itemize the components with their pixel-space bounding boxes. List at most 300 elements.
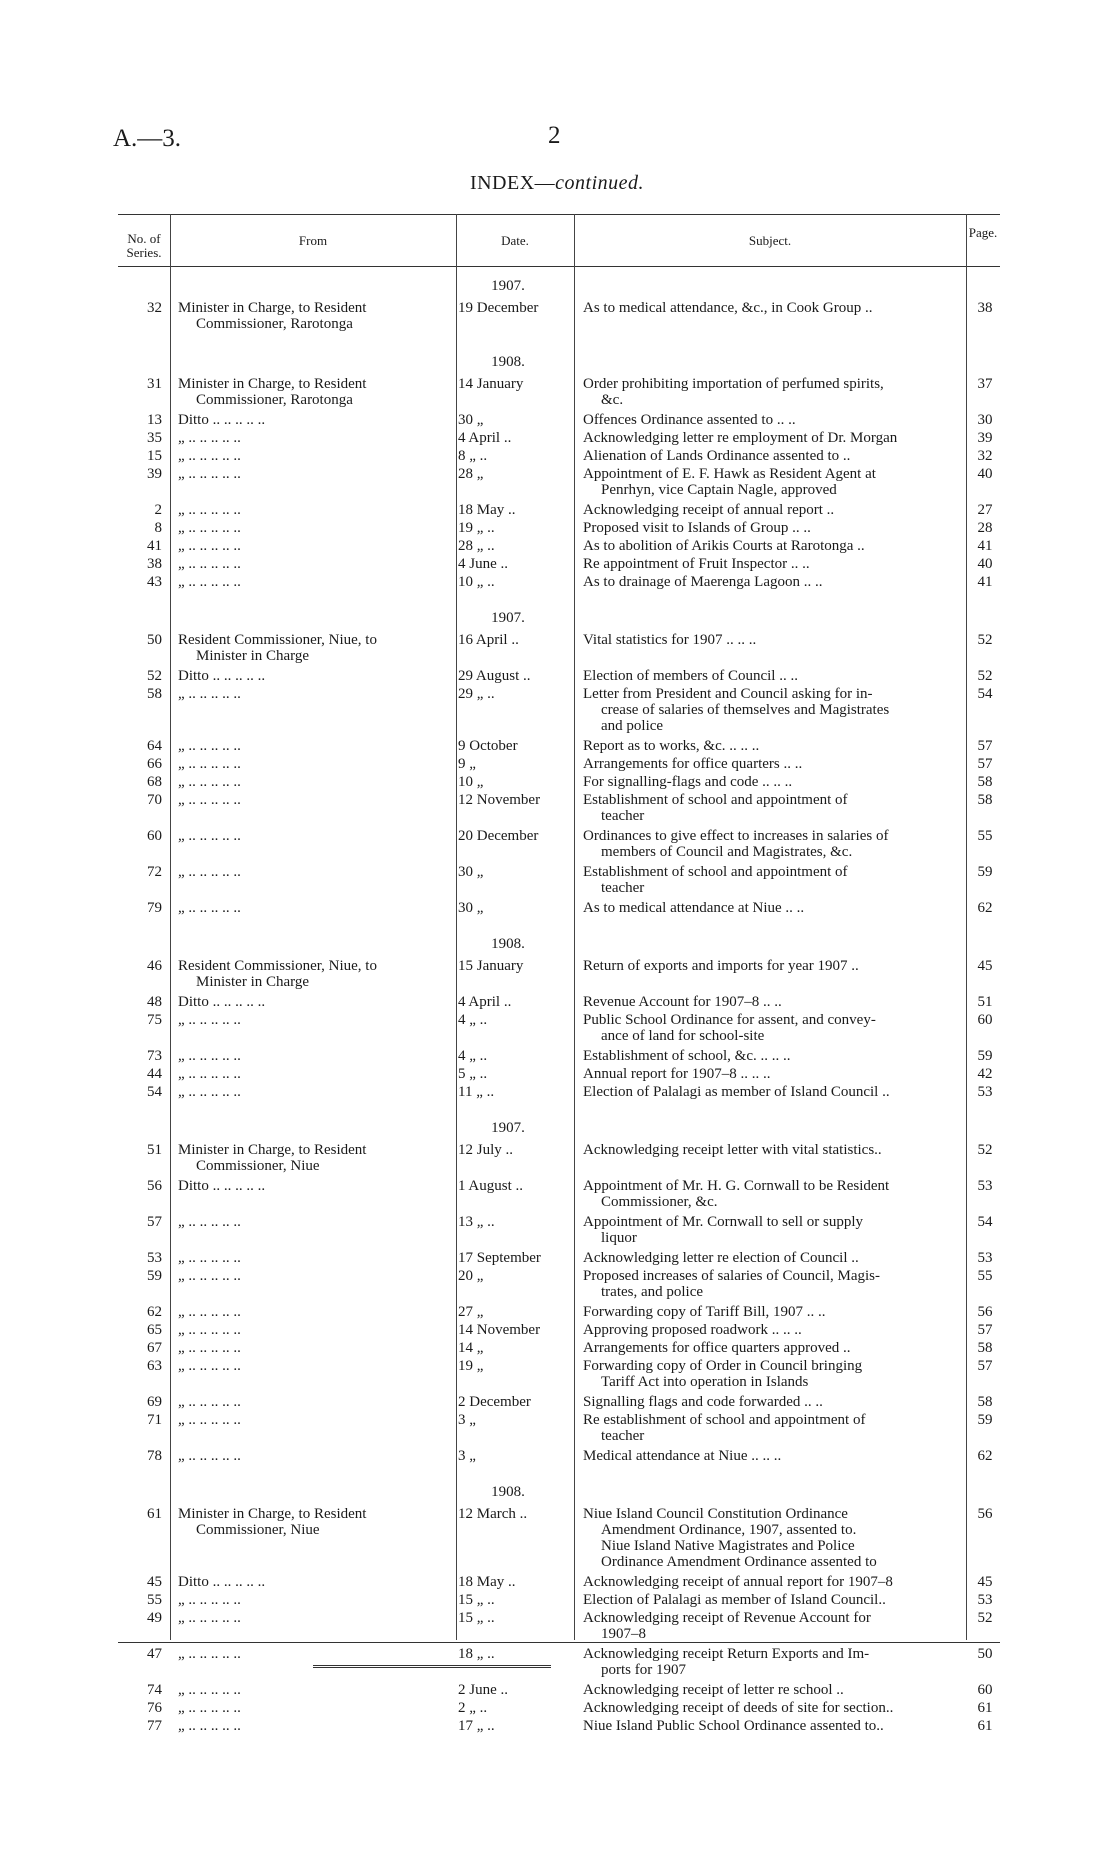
date-cell: 16 April ..	[458, 632, 519, 648]
series-number: 79	[147, 900, 162, 916]
from-line: „ .. .. .. .. ..	[178, 466, 241, 482]
subject-cell	[583, 1084, 963, 1100]
subject-line-continued: members of Council and Magistrates, &c.	[601, 844, 853, 860]
date-cell: 19 „	[458, 1358, 484, 1374]
subject-line: Appointment of Mr. H. G. Cornwall to be Resident	[583, 1178, 890, 1194]
from-line: „ .. .. .. .. ..	[178, 1084, 241, 1100]
column-header-date: Date.	[501, 233, 529, 248]
date-cell: 4 June ..	[458, 556, 508, 572]
page-reference: 58	[977, 1394, 993, 1410]
subject-line: Public School Ordinance for assent, and convey-	[583, 1012, 876, 1028]
subject-cell	[583, 994, 963, 1010]
subject-line: Appointment of E. F. Hawk as Resident Agent at	[583, 466, 876, 482]
subject-line-continued: 1907–8	[601, 1626, 646, 1642]
date-cell: 29 August ..	[458, 668, 531, 684]
subject-line: Acknowledging receipt of Revenue Account for	[583, 1610, 871, 1626]
subject-cell	[583, 538, 963, 554]
date-cell: 17 „ ..	[458, 1718, 495, 1734]
from-line: „ .. .. .. .. ..	[178, 1610, 241, 1626]
date-cell: 1 August ..	[458, 1178, 524, 1194]
page-reference: 53	[977, 1178, 993, 1194]
from-line: „ .. .. .. .. ..	[178, 828, 241, 844]
from-line: „ .. .. .. .. ..	[178, 1322, 241, 1338]
year-label: 1908.	[491, 1484, 525, 1500]
subject-line: Election of members of Council .. ..	[583, 668, 798, 684]
page-reference: 40	[977, 466, 993, 482]
date-cell: 3 „	[458, 1448, 476, 1464]
subject-cell	[583, 686, 963, 734]
subject-line: Acknowledging receipt of letter re school ..	[583, 1682, 844, 1698]
subject-line-continued: ance of land for school-site	[601, 1028, 765, 1044]
subject-line-continued: teacher	[601, 1428, 645, 1444]
subject-line: Acknowledging receipt of deeds of site for section..	[583, 1700, 894, 1716]
date-cell: 20 December	[458, 828, 539, 844]
page-reference: 56	[977, 1304, 993, 1320]
subject-line-continued: liquor	[601, 1230, 637, 1246]
subject-line-continued: teacher	[601, 880, 645, 896]
subject-line: Proposed visit to Islands of Group .. ..	[583, 520, 811, 536]
subject-cell	[583, 668, 963, 684]
date-cell: 14 „	[458, 1340, 484, 1356]
series-number: 47	[147, 1646, 162, 1662]
table-bottom-rule	[118, 1642, 1000, 1643]
subject-line: Re establishment of school and appointment of	[583, 1412, 866, 1428]
date-cell: 14 November	[458, 1322, 541, 1338]
series-number: 32	[147, 300, 162, 316]
subject-cell	[583, 466, 963, 498]
subject-line: Order prohibiting importation of perfumed spirits,	[583, 376, 884, 392]
subject-line: Establishment of school and appointment of	[583, 792, 848, 808]
from-line: „ .. .. .. .. ..	[178, 792, 241, 808]
from-line: Minister in Charge, to Resident	[178, 376, 367, 392]
date-cell: 28 „ ..	[458, 538, 495, 554]
series-number: 61	[147, 1506, 162, 1522]
page-reference: 52	[977, 1142, 993, 1158]
series-number: 53	[147, 1250, 162, 1266]
date-cell: 4 April ..	[458, 430, 512, 446]
column-header-subject: Subject.	[748, 233, 792, 248]
subject-line: Acknowledging receipt Return Exports and Im-	[583, 1646, 870, 1662]
page-reference: 61	[977, 1700, 993, 1716]
from-line: „ .. .. .. .. ..	[178, 900, 241, 916]
page-reference: 57	[977, 756, 993, 772]
date-cell: 11 „ ..	[458, 1084, 495, 1100]
subject-cell	[583, 1646, 963, 1678]
subject-cell	[583, 1700, 963, 1716]
subject-line: Election of Palalagi as member of Island Council ..	[583, 1084, 890, 1100]
page-reference: 58	[977, 1340, 993, 1356]
subject-line: Report as to works, &c. .. .. ..	[583, 738, 760, 754]
header-bottom-rule	[118, 266, 1000, 267]
subject-line-continued: trates, and police	[601, 1284, 704, 1300]
page-reference: 53	[977, 1250, 993, 1266]
subject-cell	[583, 520, 963, 536]
series-number: 41	[147, 538, 162, 554]
series-number: 54	[147, 1084, 162, 1100]
subject-line-continued: Tariff Act into operation in Islands	[601, 1374, 809, 1390]
from-line: „ .. .. .. .. ..	[178, 1646, 241, 1662]
subject-line: Approving proposed roadwork .. .. ..	[583, 1322, 802, 1338]
from-line: „ .. .. .. .. ..	[178, 1592, 241, 1608]
from-line: „ .. .. .. .. ..	[178, 574, 241, 590]
series-number: 69	[147, 1394, 162, 1410]
from-line: „ .. .. .. .. ..	[178, 556, 241, 572]
date-cell: 4 „ ..	[458, 1012, 488, 1028]
page-reference: 27	[977, 502, 993, 518]
page-reference: 62	[977, 900, 993, 916]
page-reference: 57	[977, 1358, 993, 1374]
subject-line-continued: ports for 1907	[601, 1662, 686, 1678]
subject-cell	[583, 1574, 963, 1590]
from-line: Ditto .. .. .. .. ..	[178, 1178, 266, 1194]
subject-cell	[583, 632, 963, 648]
page-reference: 45	[977, 958, 993, 974]
series-number: 55	[147, 1592, 162, 1608]
date-cell: 12 November	[458, 792, 541, 808]
subject-line: Acknowledging receipt of annual report ..	[583, 502, 835, 518]
from-line: Ditto .. .. .. .. ..	[178, 668, 266, 684]
date-cell: 8 „ ..	[458, 448, 488, 464]
from-line: „ .. .. .. .. ..	[178, 1304, 241, 1320]
subject-cell	[583, 1412, 963, 1444]
series-number: 76	[147, 1700, 162, 1716]
series-number: 73	[147, 1048, 162, 1064]
page-reference: 53	[977, 1084, 993, 1100]
date-cell: 10 „	[458, 774, 484, 790]
page-reference: 55	[977, 1268, 993, 1284]
series-number: 52	[147, 668, 162, 684]
from-line: „ .. .. .. .. ..	[178, 448, 241, 464]
subject-line: Signalling flags and code forwarded .. ..	[583, 1394, 823, 1410]
from-line: „ .. .. .. .. ..	[178, 1718, 241, 1734]
date-cell: 4 April ..	[458, 994, 512, 1010]
series-number: 2	[154, 502, 162, 518]
date-cell: 4 „ ..	[458, 1048, 488, 1064]
series-number: 77	[147, 1718, 162, 1734]
subject-cell	[583, 1066, 963, 1082]
page-reference: 59	[977, 864, 993, 880]
subject-line: Proposed increases of salaries of Council, Magis-	[583, 1268, 881, 1284]
subject-line: Letter from President and Council asking for in-	[583, 686, 873, 702]
table-top-rule	[118, 214, 1000, 215]
series-number: 45	[147, 1574, 162, 1590]
subject-line-continued: and police	[601, 718, 664, 734]
date-cell: 28 „	[458, 466, 484, 482]
subject-line: For signalling-flags and code .. .. ..	[583, 774, 793, 790]
subject-cell	[583, 1682, 963, 1698]
date-cell: 9 October	[458, 738, 518, 754]
page-reference: 54	[977, 1214, 993, 1230]
date-cell: 19 „ ..	[458, 520, 495, 536]
from-line: „ .. .. .. .. ..	[178, 520, 241, 536]
page-reference: 59	[977, 1412, 993, 1428]
series-number: 51	[147, 1142, 162, 1158]
date-cell: 9 „	[458, 756, 476, 772]
page-reference: 32	[977, 448, 993, 464]
page-number: 2	[548, 122, 561, 149]
series-number: 66	[147, 756, 162, 772]
from-line: „ .. .. .. .. ..	[178, 864, 241, 880]
from-line: Resident Commissioner, Niue, to	[178, 632, 377, 648]
series-number: 64	[147, 738, 162, 754]
date-cell: 14 January	[458, 376, 524, 392]
from-line: „ .. .. .. .. ..	[178, 1048, 241, 1064]
subject-cell	[583, 412, 963, 428]
from-line: „ .. .. .. .. ..	[178, 1682, 241, 1698]
subject-line: Forwarding copy of Order in Council bringing	[583, 1358, 863, 1374]
from-line-continued: Commissioner, Niue	[196, 1522, 320, 1538]
from-line: „ .. .. .. .. ..	[178, 774, 241, 790]
subject-cell	[583, 1250, 963, 1266]
from-line: Ditto .. .. .. .. ..	[178, 1574, 266, 1590]
page-reference: 60	[977, 1682, 993, 1698]
subject-cell	[583, 958, 963, 974]
page-reference: 39	[977, 430, 993, 446]
subject-cell	[583, 900, 963, 916]
series-number: 65	[147, 1322, 162, 1338]
subject-line: Alienation of Lands Ordinance assented to ..	[583, 448, 851, 464]
subject-cell	[583, 1394, 963, 1410]
subject-line: Annual report for 1907–8 .. .. ..	[583, 1066, 771, 1082]
series-number: 68	[147, 774, 162, 790]
year-label: 1907.	[491, 278, 525, 294]
page-reference: 38	[977, 300, 993, 316]
subject-line: Acknowledging letter re election of Council ..	[583, 1250, 859, 1266]
date-cell: 30 „	[458, 412, 484, 428]
date-cell: 15 January	[458, 958, 524, 974]
page-reference: 61	[977, 1718, 993, 1734]
subject-cell	[583, 1358, 963, 1390]
from-line: „ .. .. .. .. ..	[178, 738, 241, 754]
page-reference: 50	[977, 1646, 993, 1662]
year-label: 1907.	[491, 1120, 525, 1136]
subject-line: Acknowledging receipt of annual report for 1907–8	[583, 1574, 893, 1590]
series-number: 62	[147, 1304, 162, 1320]
from-line-continued: Commissioner, Rarotonga	[196, 316, 353, 332]
subject-cell	[583, 864, 963, 896]
subject-line-continued: Penrhyn, vice Captain Nagle, approved	[601, 482, 837, 498]
from-line: Minister in Charge, to Resident	[178, 300, 367, 316]
from-line: „ .. .. .. .. ..	[178, 502, 241, 518]
date-cell: 5 „ ..	[458, 1066, 488, 1082]
subject-cell	[583, 1048, 963, 1064]
series-number: 44	[147, 1066, 162, 1082]
subject-line: Offences Ordinance assented to .. ..	[583, 412, 796, 428]
year-label: 1908.	[491, 936, 525, 952]
subject-cell	[583, 430, 963, 446]
series-number: 15	[147, 448, 162, 464]
subject-line-continued: crease of salaries of themselves and Magistrates	[601, 702, 890, 718]
date-cell: 2 „ ..	[458, 1700, 488, 1716]
series-number: 8	[154, 520, 162, 536]
series-number: 75	[147, 1012, 162, 1028]
subject-cell	[583, 1340, 963, 1356]
year-label: 1908.	[491, 354, 525, 370]
page-reference: 42	[977, 1066, 993, 1082]
series-number: 46	[147, 958, 162, 974]
date-cell: 2 June ..	[458, 1682, 508, 1698]
series-number: 38	[147, 556, 162, 572]
date-cell: 18 „ ..	[458, 1646, 495, 1662]
from-line: Ditto .. .. .. .. ..	[178, 994, 266, 1010]
page-reference: 60	[977, 1012, 993, 1028]
series-number: 50	[147, 632, 162, 648]
subject-line: Return of exports and imports for year 1907 ..	[583, 958, 859, 974]
subject-line: Revenue Account for 1907–8 .. ..	[583, 994, 782, 1010]
series-number: 13	[147, 412, 162, 428]
from-line: „ .. .. .. .. ..	[178, 1012, 241, 1028]
series-number: 58	[147, 686, 162, 702]
series-number: 70	[147, 792, 162, 808]
from-line: „ .. .. .. .. ..	[178, 756, 241, 772]
page-reference: 52	[977, 1610, 993, 1626]
subject-cell	[583, 828, 963, 860]
subject-cell	[583, 376, 963, 408]
page-reference: 52	[977, 632, 993, 648]
series-number: 59	[147, 1268, 162, 1284]
subject-line: Re appointment of Fruit Inspector .. ..	[583, 556, 810, 572]
column-divider	[170, 214, 171, 1640]
series-number: 63	[147, 1358, 162, 1374]
from-line: „ .. .. .. .. ..	[178, 1268, 241, 1284]
from-line-continued: Minister in Charge	[196, 974, 310, 990]
subject-line-continued: &c.	[601, 392, 624, 408]
date-cell: 18 May ..	[458, 502, 516, 518]
subject-cell	[583, 792, 963, 824]
subject-cell	[583, 774, 963, 790]
from-line-continued: Minister in Charge	[196, 648, 310, 664]
from-line: „ .. .. .. .. ..	[178, 1448, 241, 1464]
from-line: „ .. .. .. .. ..	[178, 1214, 241, 1230]
subject-cell	[583, 738, 963, 754]
date-cell: 30 „	[458, 900, 484, 916]
subject-line: As to drainage of Maerenga Lagoon .. ..	[583, 574, 823, 590]
page-reference: 56	[977, 1506, 993, 1522]
title-italic: continued.	[555, 172, 645, 194]
subject-cell	[583, 1610, 963, 1642]
subject-cell	[583, 1268, 963, 1300]
subject-cell	[583, 1142, 963, 1158]
from-line: Minister in Charge, to Resident	[178, 1142, 367, 1158]
date-cell: 10 „ ..	[458, 574, 495, 590]
subject-line: Niue Island Public School Ordinance assented to..	[583, 1718, 884, 1734]
from-line: „ .. .. .. .. ..	[178, 686, 241, 702]
from-line: „ .. .. .. .. ..	[178, 1412, 241, 1428]
subject-line-continued: Ordinance Amendment Ordinance assented to	[601, 1554, 877, 1570]
page-reference: 53	[977, 1592, 993, 1608]
year-label: 1907.	[491, 610, 525, 626]
subject-cell	[583, 756, 963, 772]
series-number: 67	[147, 1340, 162, 1356]
column-header-from: From	[298, 233, 328, 248]
page-reference: 40	[977, 556, 993, 572]
page-reference: 55	[977, 828, 993, 844]
date-cell: 12 July ..	[458, 1142, 514, 1158]
from-line: Resident Commissioner, Niue, to	[178, 958, 377, 974]
series-number: 39	[147, 466, 162, 482]
page-reference: 62	[977, 1448, 993, 1464]
subject-line: As to medical attendance, &c., in Cook Group ..	[583, 300, 873, 316]
subject-cell	[583, 1322, 963, 1338]
subject-cell	[583, 1448, 963, 1464]
series-number: 56	[147, 1178, 162, 1194]
page-reference: 57	[977, 738, 993, 754]
series-number: 74	[147, 1682, 162, 1698]
series-number: 43	[147, 574, 162, 590]
page-reference: 30	[977, 412, 993, 428]
date-cell: 20 „	[458, 1268, 484, 1284]
subject-line: Election of Palalagi as member of Island Council..	[583, 1592, 886, 1608]
subject-line-continued: Amendment Ordinance, 1907, assented to.	[601, 1522, 857, 1538]
subject-line: Acknowledging letter re employment of Dr. Morgan	[583, 430, 898, 446]
subject-line: Forwarding copy of Tariff Bill, 1907 .. ..	[583, 1304, 826, 1320]
subject-cell	[583, 556, 963, 572]
series-number: 48	[147, 994, 162, 1010]
subject-line: Appointment of Mr. Cornwall to sell or supply	[583, 1214, 863, 1230]
subject-cell	[583, 448, 963, 464]
index-title	[0, 172, 1114, 195]
subject-line: As to medical attendance at Niue .. ..	[583, 900, 805, 916]
from-line: „ .. .. .. .. ..	[178, 1340, 241, 1356]
from-line: „ .. .. .. .. ..	[178, 1700, 241, 1716]
index-table	[118, 214, 1000, 1734]
end-rule	[313, 1665, 551, 1670]
column-header-no: No. of Series.	[126, 231, 162, 260]
from-line: Minister in Charge, to Resident	[178, 1506, 367, 1522]
date-cell: 30 „	[458, 864, 484, 880]
series-number: 49	[147, 1610, 162, 1626]
date-cell: 27 „	[458, 1304, 484, 1320]
page-reference: 58	[977, 774, 993, 790]
from-line: „ .. .. .. .. ..	[178, 430, 241, 446]
subject-line: Acknowledging receipt letter with vital statistics..	[583, 1142, 882, 1158]
subject-line: As to abolition of Arikis Courts at Rarotonga ..	[583, 538, 865, 554]
from-line: „ .. .. .. .. ..	[178, 1066, 241, 1082]
series-number: 78	[147, 1448, 162, 1464]
series-number: 35	[147, 430, 162, 446]
subject-line: Niue Island Council Constitution Ordinance	[583, 1506, 848, 1522]
subject-cell	[583, 1178, 963, 1210]
from-line: „ .. .. .. .. ..	[178, 1394, 241, 1410]
subject-line: Arrangements for office quarters .. ..	[583, 756, 803, 772]
subject-cell	[583, 1718, 963, 1734]
from-line: „ .. .. .. .. ..	[178, 1250, 241, 1266]
subject-line-continued: Commissioner, &c.	[601, 1194, 718, 1210]
subject-cell	[583, 1304, 963, 1320]
subject-cell	[583, 1506, 963, 1570]
subject-line-continued: Niue Island Native Magistrates and Police	[601, 1538, 855, 1554]
page-reference: 54	[977, 686, 993, 702]
title-main: INDEX—	[469, 172, 556, 194]
page-reference: 37	[977, 376, 993, 392]
page-reference: 59	[977, 1048, 993, 1064]
document-reference: A.—3.	[113, 125, 182, 152]
subject-line: Establishment of school, &c. .. .. ..	[583, 1048, 791, 1064]
page-reference: 58	[977, 792, 993, 808]
date-cell: 3 „	[458, 1412, 476, 1428]
subject-line: Vital statistics for 1907 .. .. ..	[583, 632, 757, 648]
series-number: 72	[147, 864, 162, 880]
date-cell: 17 September	[458, 1250, 541, 1266]
subject-cell	[583, 1012, 963, 1044]
series-number: 31	[147, 376, 162, 392]
from-line: „ .. .. .. .. ..	[178, 1358, 241, 1374]
date-cell: 2 December	[458, 1394, 531, 1410]
from-line: Ditto .. .. .. .. ..	[178, 412, 266, 428]
date-cell: 18 May ..	[458, 1574, 516, 1590]
subject-line: Ordinances to give effect to increases in salaries of	[583, 828, 889, 844]
date-cell: 15 „ ..	[458, 1610, 495, 1626]
